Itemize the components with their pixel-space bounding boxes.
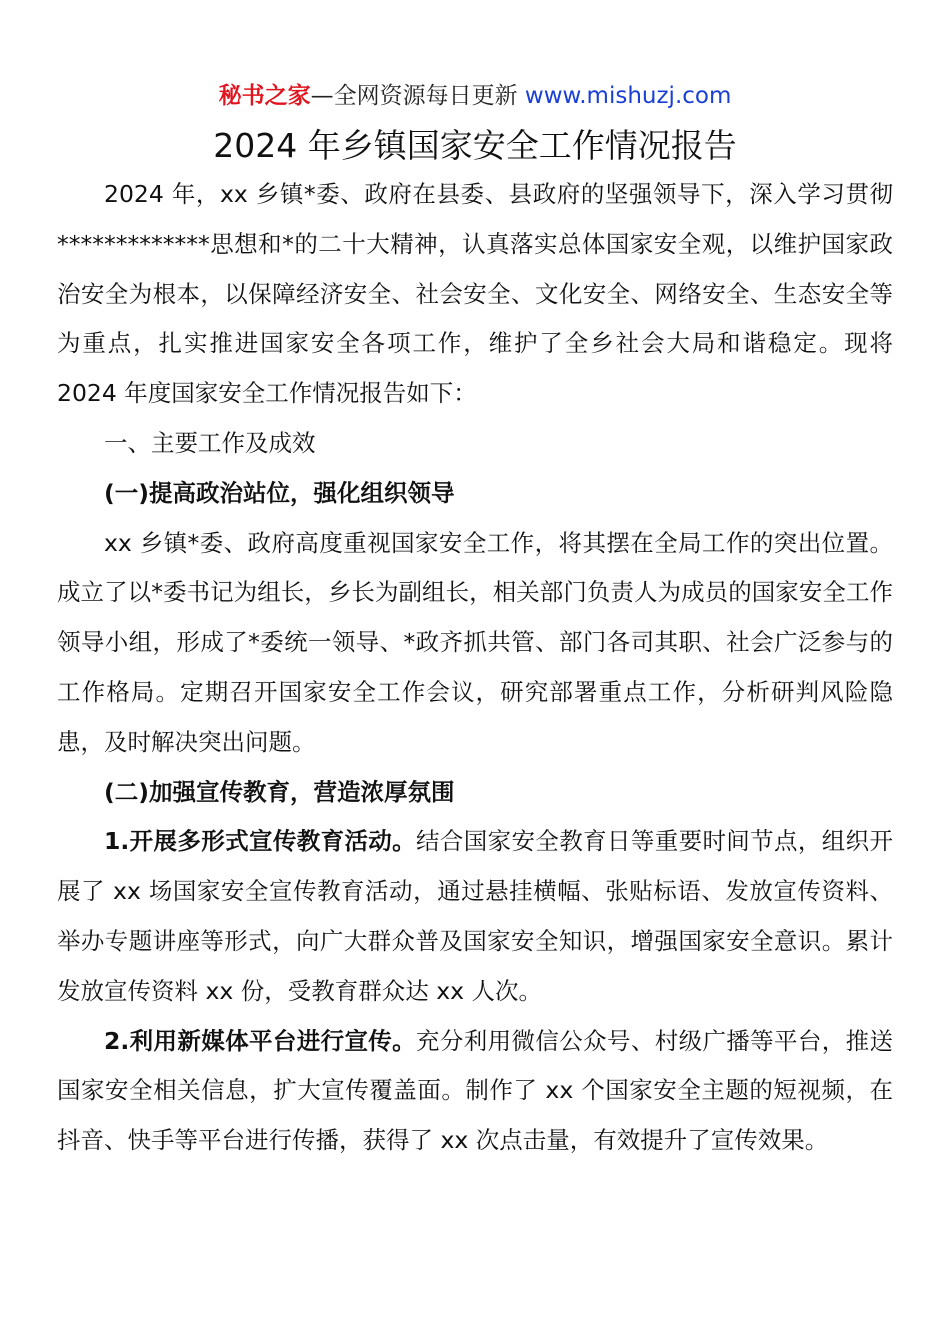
document-title: 2024 年乡镇国家安全工作情况报告 (213, 126, 737, 165)
brand-name: 秘书之家 (218, 83, 311, 109)
item-1-lead: 1.开展多形式宣传教育活动。 (104, 827, 417, 856)
site-banner (0, 80, 950, 112)
section-heading-1: 一、主要工作及成效 (104, 428, 316, 457)
banner-tagline: —全网资源每日更新 (310, 83, 525, 109)
item-1-body: 结合国家安全教育日等重要时间节点，组织开展了 xx 场国家安全宣传教育活动，通过悬挂横幅、张贴标语、发放宣传资料、举办专题讲座等形式，向广大群众普及国家安全知识，增强国家安全意识。累计发放宣传资料 xx 份，受教育群众达 xx 人次。 (57, 827, 894, 1005)
item-2-lead: 2.利用新媒体平台进行宣传。 (104, 1026, 417, 1055)
document-body (57, 170, 893, 1166)
subsection-heading-1: (一)提高政治站位，强化组织领导 (104, 478, 455, 507)
subsection-1-paragraph: xx 乡镇*委、政府高度重视国家安全工作，将其摆在全局工作的突出位置。成立了以*委书记为组长，乡长为副组长，相关部门负责人为成员的国家安全工作领导小组，形成了*委统一领导、*政齐抓共管、部门各司其职、社会广泛参与的工作格局。定期召开国家安全工作会议，研究部署重点工作，分析研判风险隐患，及时解决突出问题。 (57, 528, 893, 756)
subsection-heading-2: (二)加强宣传教育，营造浓厚氛围 (104, 777, 455, 806)
intro-paragraph: 2024 年，xx 乡镇*委、政府在县委、县政府的坚强领导下，深入学习贯彻*************思想和*的二十大精神，认真落实总体国家安全观，以维护国家政治安全为根本，以保障经济安全、社会安全、文化安全、网络安全、生态安全等为重点，扎实推进国家安全各项工作，维护了全乡社会大局和谐稳定。现将 2024 年度国家安全工作情况报告如下： (57, 180, 893, 408)
item-2-body: 充分利用微信公众号、村级广播等平台，推送国家安全相关信息，扩大宣传覆盖面。制作了 xx 个国家安全主题的短视频，在抖音、快手等平台进行传播，获得了 xx 次点击量，有效提升了宣传效果。 (57, 1026, 894, 1155)
item-1-paragraph (57, 817, 893, 1016)
item-2-paragraph (57, 1017, 893, 1166)
site-url[interactable]: www.mishuzj.com (524, 83, 732, 109)
